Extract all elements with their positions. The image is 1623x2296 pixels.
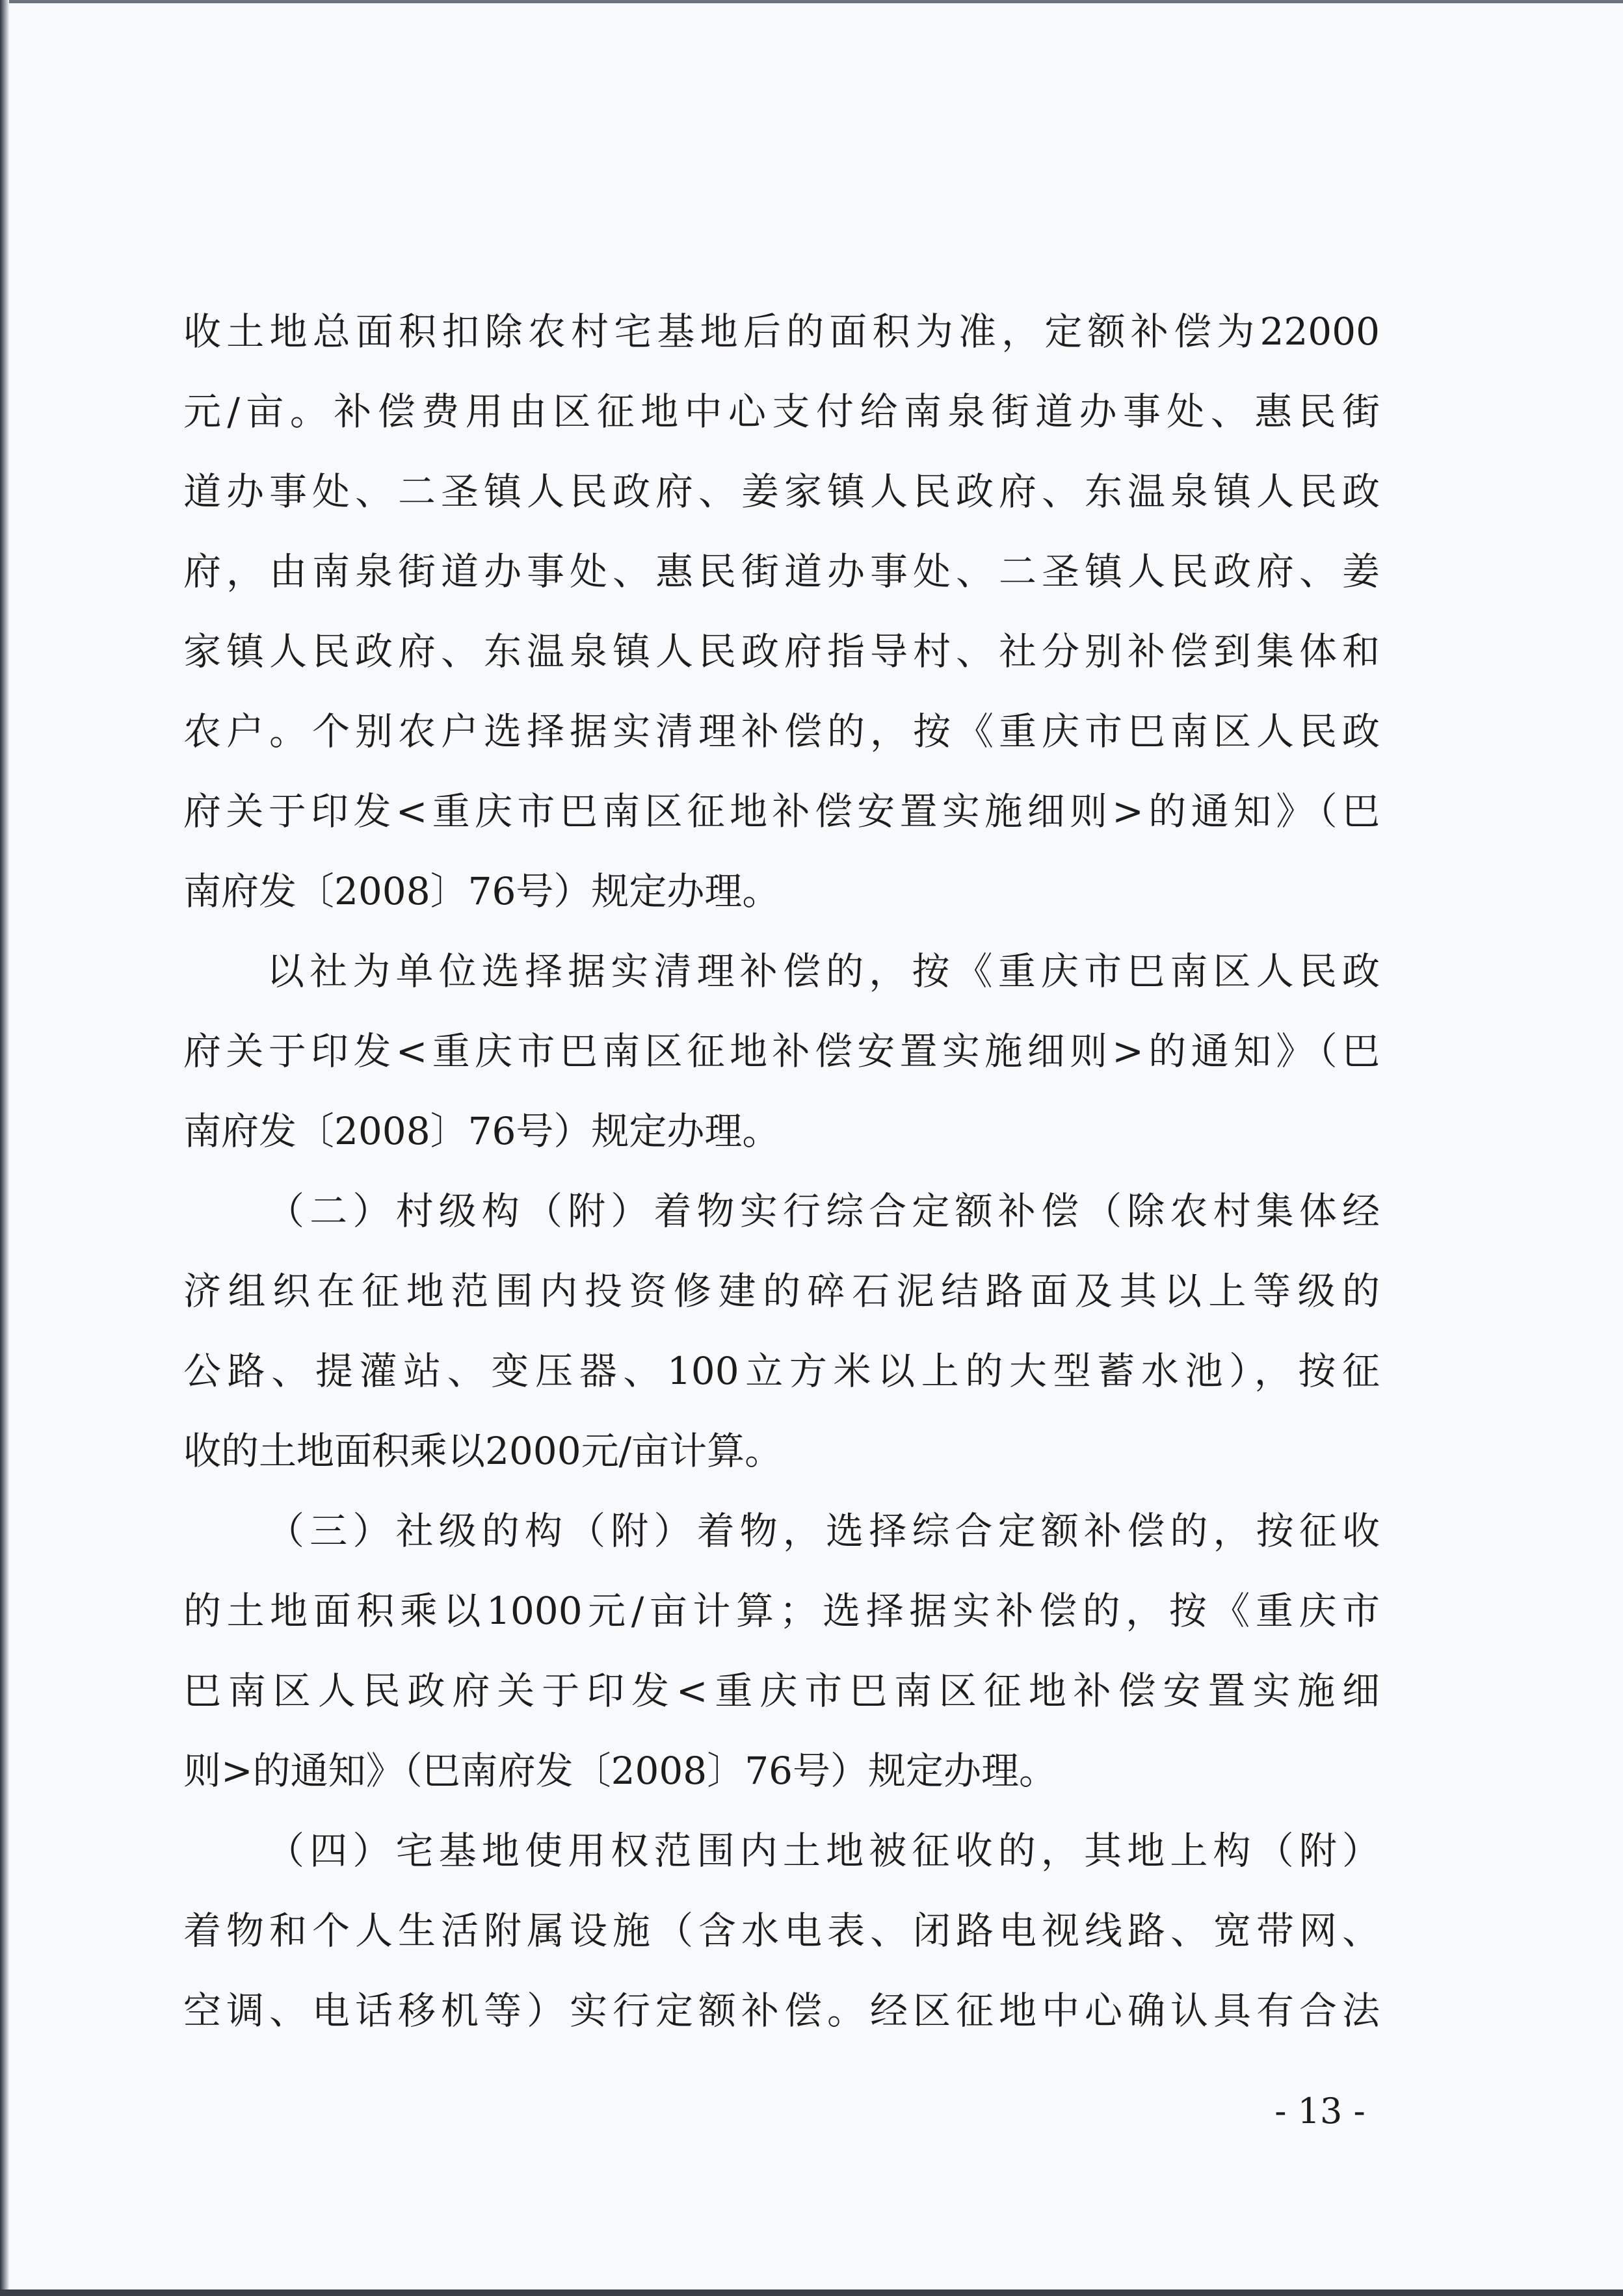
text-line: 以社为单位选择据实清理补偿的，按《重庆市巴南区人民政 (267, 949, 1380, 993)
text-line: （三）社级的构（附）着物，选择综合定额补偿的，按征收 (267, 1509, 1380, 1553)
text-line: 公路、提灌站、变压器、100立方米以上的大型蓄水池），按征 (183, 1349, 1380, 1393)
text-line: 南府发〔2008〕76号）规定办理。 (183, 1109, 780, 1153)
text-line: 空调、电话移机等）实行定额补偿。经区征地中心确认具有合法 (183, 1989, 1380, 2033)
text-line: 家镇人民政府、东温泉镇人民政府指导村、社分别补偿到集体和 (183, 629, 1380, 673)
text-line: （四）宅基地使用权范围内土地被征收的，其地上构（附） (267, 1829, 1380, 1873)
text-line: 道办事处、二圣镇人民政府、姜家镇人民政府、东温泉镇人民政 (183, 469, 1380, 514)
text-line: 元/亩。补偿费用由区征地中心支付给南泉街道办事处、惠民街 (183, 389, 1380, 434)
text-line: 南府发〔2008〕76号）规定办理。 (183, 869, 780, 913)
text-line: 巴南区人民政府关于印发<重庆市巴南区征地补偿安置实施细 (183, 1669, 1380, 1713)
scan-edge-left (0, 0, 9, 2296)
page-number: - 13 - (1274, 2091, 1366, 2132)
text-line: 则>的通知》（巴南府发〔2008〕76号）规定办理。 (183, 1749, 1057, 1793)
text-line: 收的土地面积乘以2000元/亩计算。 (183, 1429, 783, 1473)
text-line: 府关于印发<重庆市巴南区征地补偿安置实施细则>的通知》（巴 (183, 789, 1380, 833)
text-line: 农户。个别农户选择据实清理补偿的，按《重庆市巴南区人民政 (183, 709, 1380, 753)
text-line: 济组织在征地范围内投资修建的碎石泥结路面及其以上等级的 (183, 1269, 1380, 1313)
text-line: 府，由南泉街道办事处、惠民街道办事处、二圣镇人民政府、姜 (183, 549, 1380, 594)
text-line: 着物和个人生活附属设施（含水电表、闭路电视线路、宽带网、 (183, 1909, 1380, 1953)
text-line: 收土地总面积扣除农村宅基地后的面积为准，定额补偿为22000 (183, 309, 1380, 354)
text-line: （二）村级构（附）着物实行综合定额补偿（除农村集体经 (267, 1189, 1380, 1233)
text-line: 府关于印发<重庆市巴南区征地补偿安置实施细则>的通知》（巴 (183, 1029, 1380, 1073)
text-line: 的土地面积乘以1000元/亩计算；选择据实补偿的，按《重庆市 (183, 1589, 1380, 1633)
scan-edge-bottom (0, 2289, 1623, 2296)
scan-edge-top (0, 0, 1623, 3)
